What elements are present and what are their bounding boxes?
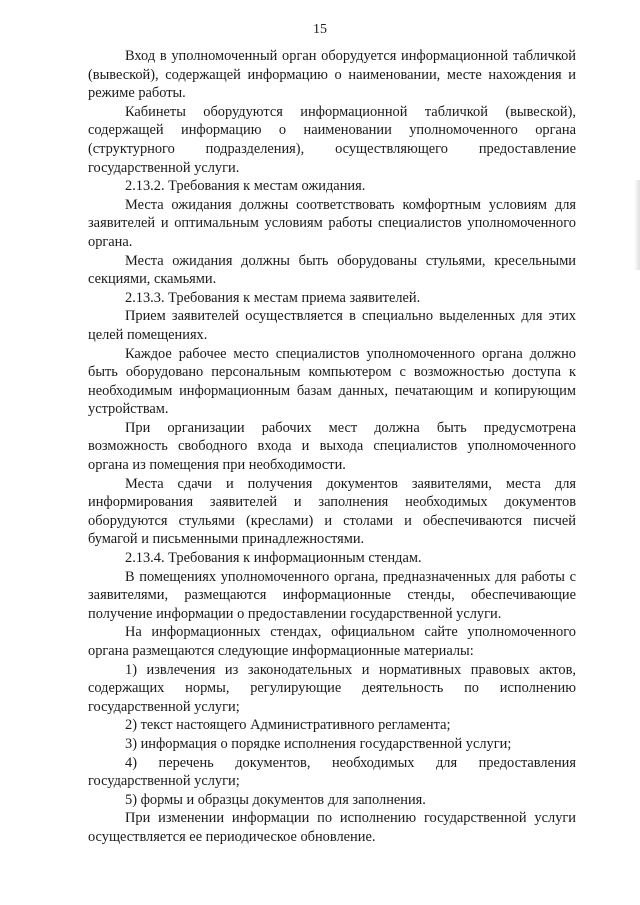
scan-edge-shadow — [634, 180, 640, 270]
list-item-4: 4) перечень документов, необходимых для предоставления государственной услуги; — [88, 754, 576, 790]
paragraph-info-materials-intro: На информационных стендах, официальном сайте уполномоченного органа размещаются следующие информационные материалы: — [88, 624, 576, 659]
list-item-1: 1) извлечения из законодательных и нормативных правовых актов, содержащих нормы, регулирующие деятельность по исполнению государственной услуги; — [88, 661, 576, 715]
paragraph-reception-rooms: Прием заявителей осуществляется в специально выделенных для этих целей помещениях. — [88, 308, 576, 343]
paragraph-info-update: При изменении информации по исполнению государственной услуги осуществляется ее периодическое обновление. — [88, 810, 576, 845]
paragraph-office-sign: Кабинеты оборудуются информационной табличкой (вывеской), содержащей информацию о наименовании уполномоченного органа (структурного подразделения), осуществляющего предоставление государственной услуги. — [88, 103, 576, 176]
paragraph-waiting-seating: Места ожидания должны быть оборудованы стульями, кресельными секциями, скамьями. — [88, 252, 576, 288]
paragraph-workplace-equipment: Каждое рабочее место специалистов уполномоченного органа должно быть оборудовано персональным компьютером с возможностью доступа к необходимым информационным базам данных, печатающим и копирующим устройствам. — [88, 345, 576, 418]
paragraph-waiting-comfort: Места ожидания должны соответствовать комфортным условиям для заявителей и оптимальным условиям работы специалистов уполномоченного органа. — [88, 196, 576, 250]
list-item-3: 3) информация о порядке исполнения государственной услуги; — [125, 735, 512, 752]
list-item-5: 5) формы и образцы документов для заполнения. — [125, 791, 426, 808]
section-heading-reception-areas: 2.13.3. Требования к местам приема заявителей. — [125, 289, 421, 306]
paragraph-document-areas: Места сдачи и получения документов заявителями, места для информирования заявителей и заполнения необходимых документов оборудуются стульями (креслами) и столами и обеспечиваются писчей бумагой и письменными принадлежностями. — [88, 475, 576, 548]
section-heading-info-stands: 2.13.4. Требования к информационным стендам. — [125, 550, 422, 567]
document-body — [88, 47, 576, 847]
paragraph-info-stands-placement: В помещениях уполномоченного органа, предназначенных для работы с заявителями, размещаются информационные стенды, обеспечивающие получение информации о предоставлении государственной услуги. — [88, 568, 576, 622]
paragraph-entrance-sign: Вход в уполномоченный орган оборудуется информационной табличкой (вывеской), содержащей информацию о наименовании, месте нахождения и режиме работы. — [88, 48, 576, 102]
page-number: 15 — [313, 22, 327, 37]
list-item-2: 2) текст настоящего Административного регламента; — [125, 717, 451, 734]
paragraph-workplace-access: При организации рабочих мест должна быть предусмотрена возможность свободного входа и выхода специалистов уполномоченного органа из помещения при необходимости. — [88, 419, 576, 474]
section-heading-waiting-areas: 2.13.2. Требования к местам ожидания. — [125, 178, 366, 195]
